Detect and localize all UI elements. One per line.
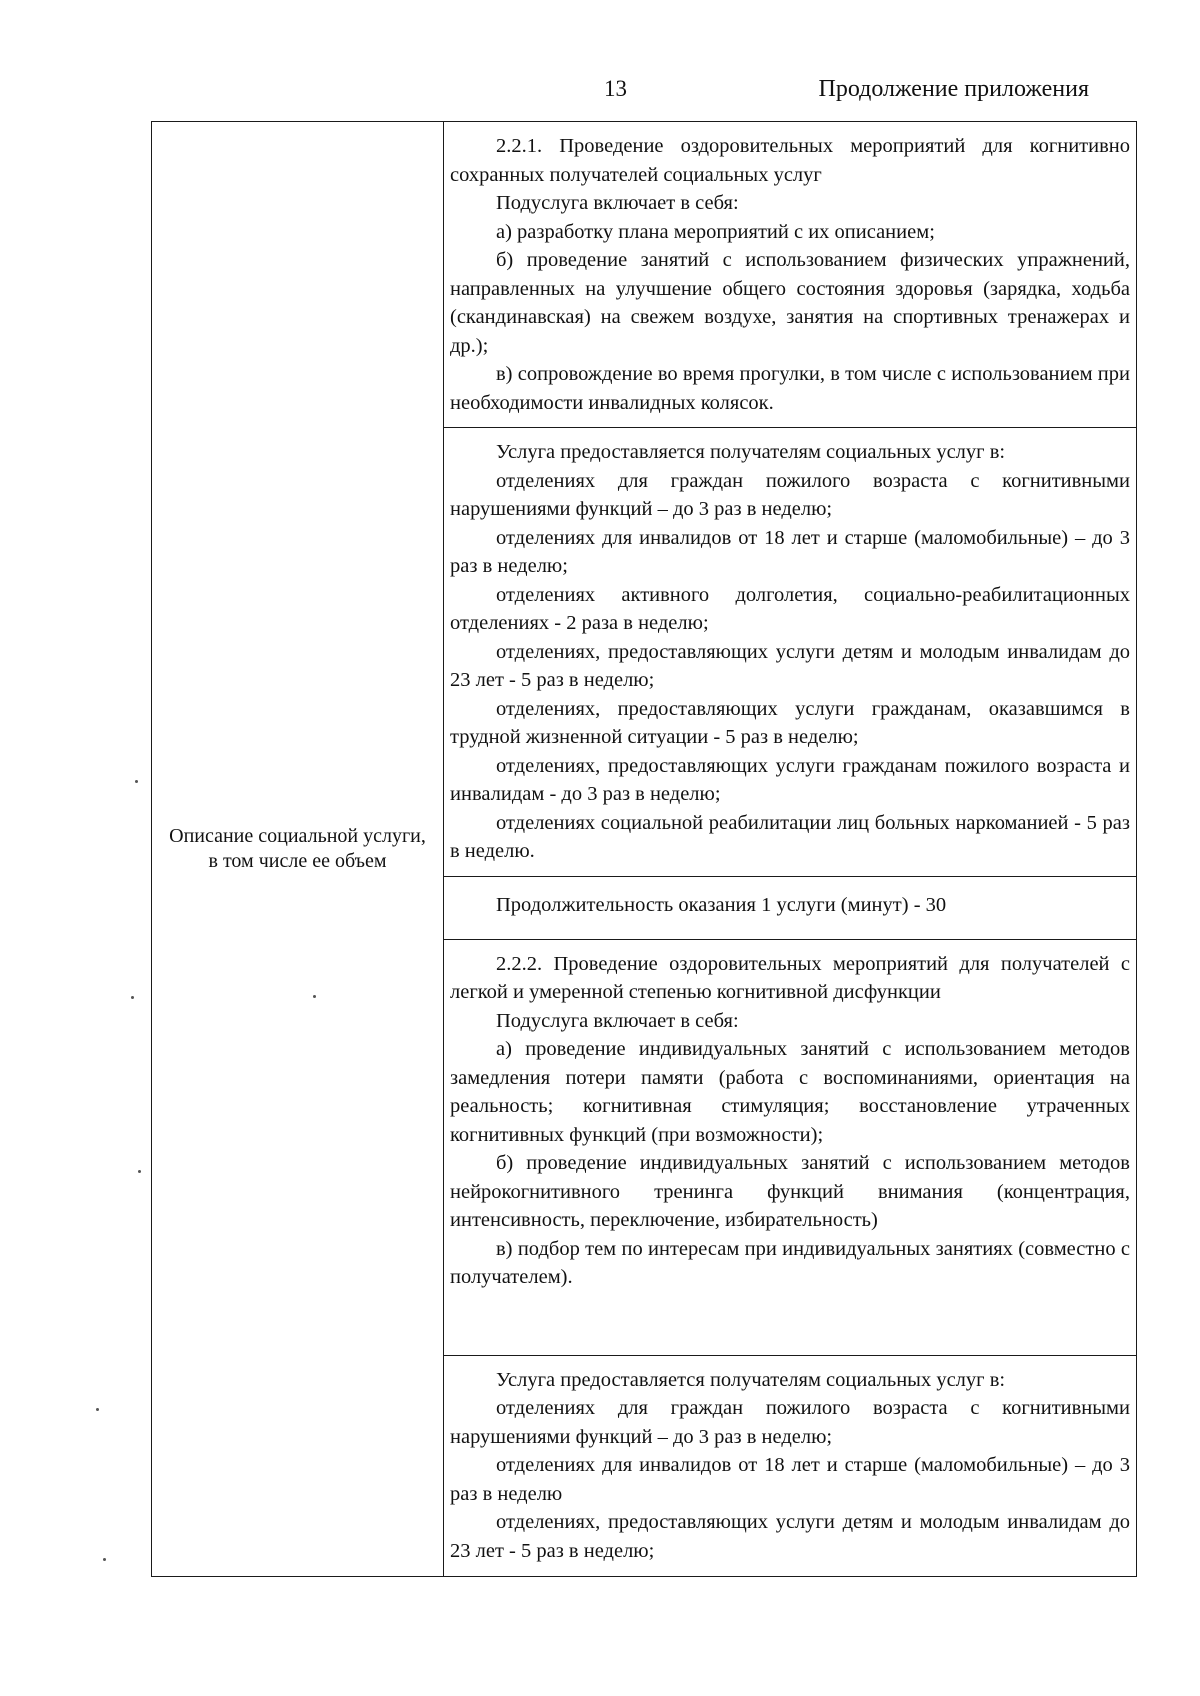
content-cell-s3 (444, 876, 1137, 939)
paragraph: Подуслуга включает в себя: (496, 192, 739, 214)
paragraph: отделениях для инвалидов от 18 лет и старше (маломобильные) – до 3 раз в неделю; (450, 526, 1130, 577)
scan-speck (313, 995, 316, 998)
paragraph: а) разработку плана мероприятий с их описанием; (496, 220, 935, 243)
paragraph: Продолжительность оказания 1 услуги (минут) - 30 (496, 893, 947, 916)
paragraph: а) проведение индивидуальных занятий с использованием методов замедления потери памяти (работа с воспоминаниями, ориентация на реальность; когнитивная стимуляция; восстановление утраченных когнитивных функций (при возможности); (450, 1038, 1130, 1146)
content-cell-s2 (444, 428, 1137, 877)
content-cell-s4 (444, 939, 1137, 1355)
paragraph: отделениях для граждан пожилого возраста с когнитивными нарушениями функций – до 3 раз в неделю; (450, 1397, 1130, 1448)
content-cell-s1 (444, 122, 1137, 428)
paragraph: Подуслуга включает в себя: (496, 1009, 739, 1032)
label-text: Описание социальной услуги, в том числе ее объем (169, 824, 426, 872)
paragraph: отделениях, предоставляющих услуги детям и молодым инвалидам до 23 лет - 5 раз в неделю; (450, 1511, 1130, 1562)
service-description-table (151, 121, 1137, 1577)
paragraph: отделениях, предоставляющих услуги гражданам, оказавшимся в трудной жизненной ситуации - 5 раз в неделю; (450, 697, 1130, 748)
paragraph: отделениях, предоставляющих услуги детям и молодым инвалидам до 23 лет - 5 раз в неделю; (450, 640, 1130, 691)
paragraph: Услуга предоставляется получателям социальных услуг в: (496, 441, 1006, 463)
paragraph: отделениях, предоставляющих услуги гражданам пожилого возраста и инвалидам - до 3 раз в неделю; (450, 754, 1130, 805)
continuation-label: Продолжение приложения (818, 76, 1089, 102)
scan-speck (131, 996, 134, 999)
paragraph: отделениях социальной реабилитации лиц больных наркоманией - 5 раз в неделю. (450, 811, 1130, 862)
paragraph: 2.2.2. Проведение оздоровительных мероприятий для получателей с легкой и умеренной степенью когнитивной дисфункции (450, 952, 1130, 1003)
paragraph: отделениях активного долголетия, социально-реабилитационных отделениях - 2 раза в неделю; (450, 583, 1130, 634)
scan-speck (138, 1170, 141, 1173)
paragraph: 2.2.1. Проведение оздоровительных мероприятий для когнитивно сохранных получателей социальных услуг (450, 135, 1130, 186)
table-row (152, 122, 1137, 428)
page-number: 13 (604, 76, 627, 101)
paragraph: отделениях для инвалидов от 18 лет и старше (маломобильные) – до 3 раз в неделю (450, 1454, 1130, 1505)
page-header (0, 76, 1200, 112)
paragraph: Услуга предоставляется получателям социальных услуг в: (496, 1368, 1006, 1391)
paragraph: в) подбор тем по интересам при индивидуальных занятиях (совместно с получателем). (450, 1237, 1130, 1288)
label-cell (152, 122, 444, 1577)
paragraph: б) проведение занятий с использованием физических упражнений, направленных на улучшение общего состояния здоровья (зарядка, ходьба (скандинавская) на свежем воздухе, занятия на спортивных тренажерах и др.); (450, 249, 1130, 357)
scan-speck (96, 1408, 99, 1411)
scan-speck (135, 780, 138, 783)
paragraph: в) сопровождение во время прогулки, в том числе с использованием при необходимости инвалидных колясок. (450, 363, 1130, 414)
scan-speck (103, 1558, 106, 1561)
paragraph: отделениях для граждан пожилого возраста с когнитивными нарушениями функций – до 3 раз в неделю; (450, 469, 1130, 520)
paragraph: б) проведение индивидуальных занятий с использованием методов нейрокогнитивного тренинга функций внимания (концентрация, интенсивность, переключение, избирательность) (450, 1152, 1130, 1231)
content-cell-s5 (444, 1355, 1137, 1576)
